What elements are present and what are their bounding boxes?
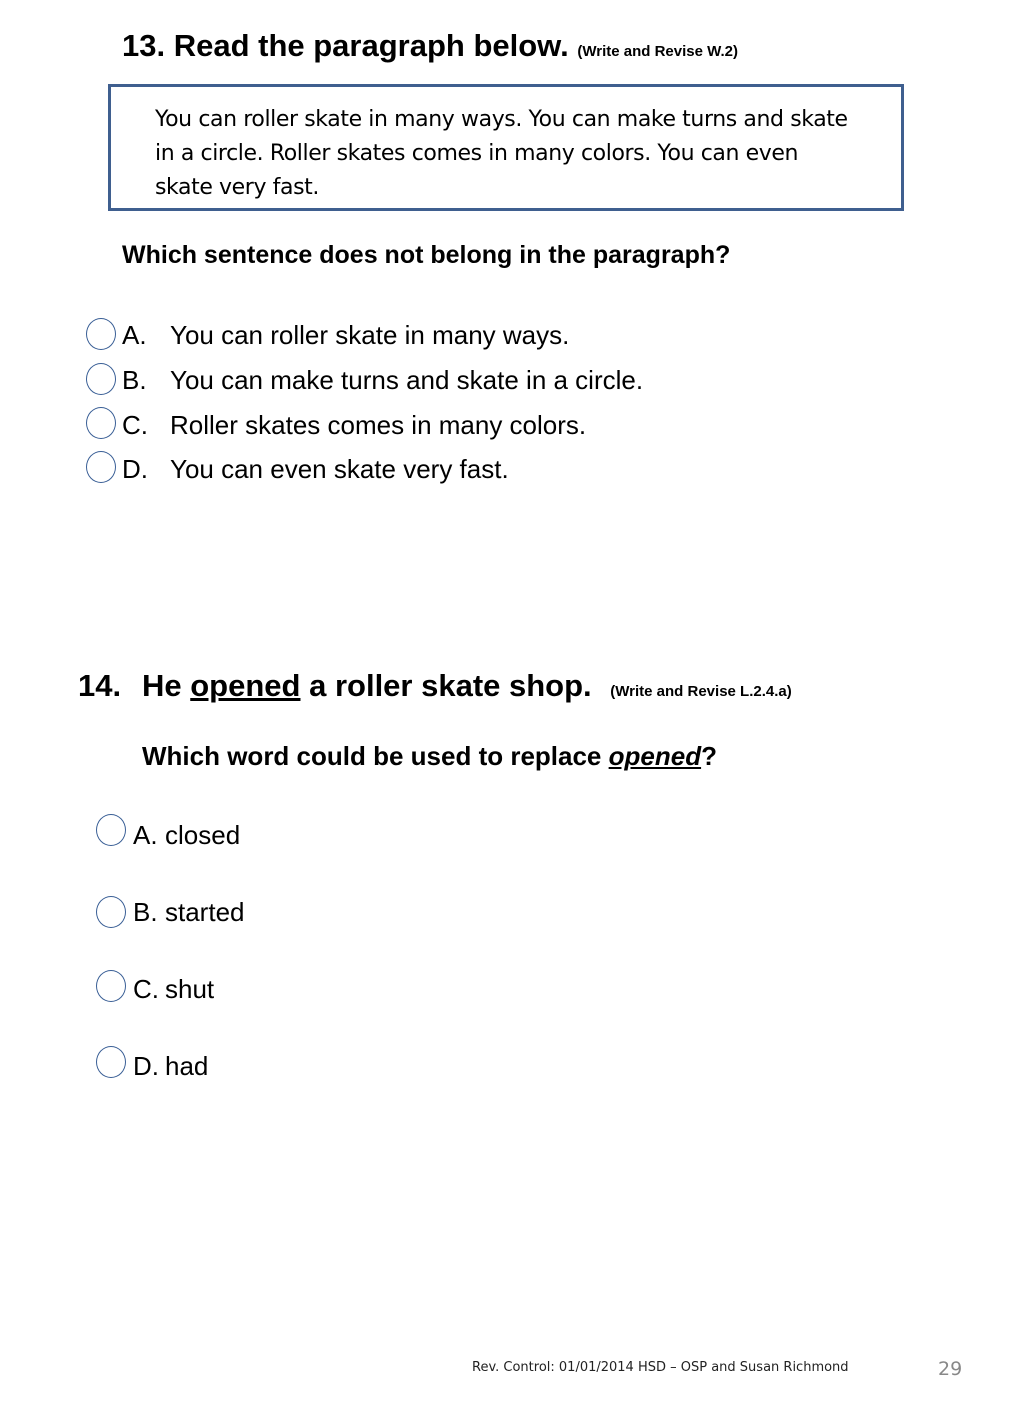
option-letter: D. (133, 1051, 159, 1081)
option-14c[interactable] (133, 974, 214, 1005)
passage-box (108, 84, 904, 211)
option-14d[interactable] (133, 1051, 208, 1082)
option-13b[interactable] (122, 365, 643, 396)
answer-bubble-14c[interactable] (96, 970, 126, 1002)
question-14-sentence-start: He (142, 668, 191, 703)
question-14-number: 14. (78, 668, 122, 703)
answer-bubble-14b[interactable] (96, 896, 126, 928)
question-13-title (122, 28, 738, 64)
option-text: You can roller skate in many ways. (170, 320, 570, 350)
option-letter: A. (122, 320, 147, 350)
option-text: shut (165, 974, 215, 1004)
question-14-target-word: opened (190, 668, 301, 703)
option-text: You can make turns and skate in a circle. (170, 365, 644, 395)
question-14-prompt (142, 741, 717, 772)
option-13d[interactable] (122, 454, 509, 485)
question-13-heading: 13. Read the paragraph below. (122, 28, 569, 63)
passage-text: You can roller skate in many ways. You can make turns and skate in a circle. Roller skates comes in many colors. You can even skate very fast. (155, 107, 848, 200)
answer-bubble-13b[interactable] (86, 363, 116, 395)
option-text: You can even skate very fast. (170, 454, 509, 484)
question-14-prompt-word: opened (608, 741, 702, 771)
option-13a[interactable] (122, 320, 569, 351)
option-text: had (165, 1051, 209, 1081)
option-text: started (165, 897, 245, 927)
question-13-prompt: Which sentence does not belong in the paragraph? (122, 241, 731, 269)
option-letter: C. (133, 974, 159, 1004)
page-number: 29 (938, 1358, 963, 1380)
answer-bubble-14d[interactable] (96, 1046, 126, 1078)
revision-footer: Rev. Control: 01/01/2014 HSD – OSP and Susan Richmond (472, 1360, 849, 1375)
option-letter: B. (122, 365, 147, 395)
option-text: closed (165, 820, 241, 850)
option-letter: D. (122, 454, 148, 484)
question-14-standard: (Write and Revise L.2.4.a) (610, 683, 792, 700)
question-14-prompt-start: Which word could be used to replace (142, 741, 609, 771)
answer-bubble-13a[interactable] (86, 318, 116, 350)
option-14b[interactable] (133, 897, 245, 928)
option-letter: C. (122, 410, 148, 440)
option-14a[interactable] (133, 820, 240, 851)
option-13c[interactable] (122, 410, 586, 441)
question-14-title (142, 668, 792, 704)
answer-bubble-13d[interactable] (86, 451, 116, 483)
answer-bubble-14a[interactable] (96, 814, 126, 846)
question-13-standard: (Write and Revise W.2) (577, 43, 738, 60)
option-text: Roller skates comes in many colors. (170, 410, 587, 440)
question-14-sentence-end: a roller skate shop. (300, 668, 592, 703)
answer-bubble-13c[interactable] (86, 407, 116, 439)
question-14-prompt-end: ? (701, 741, 717, 771)
option-letter: A. (133, 820, 158, 850)
option-letter: B. (133, 897, 158, 927)
